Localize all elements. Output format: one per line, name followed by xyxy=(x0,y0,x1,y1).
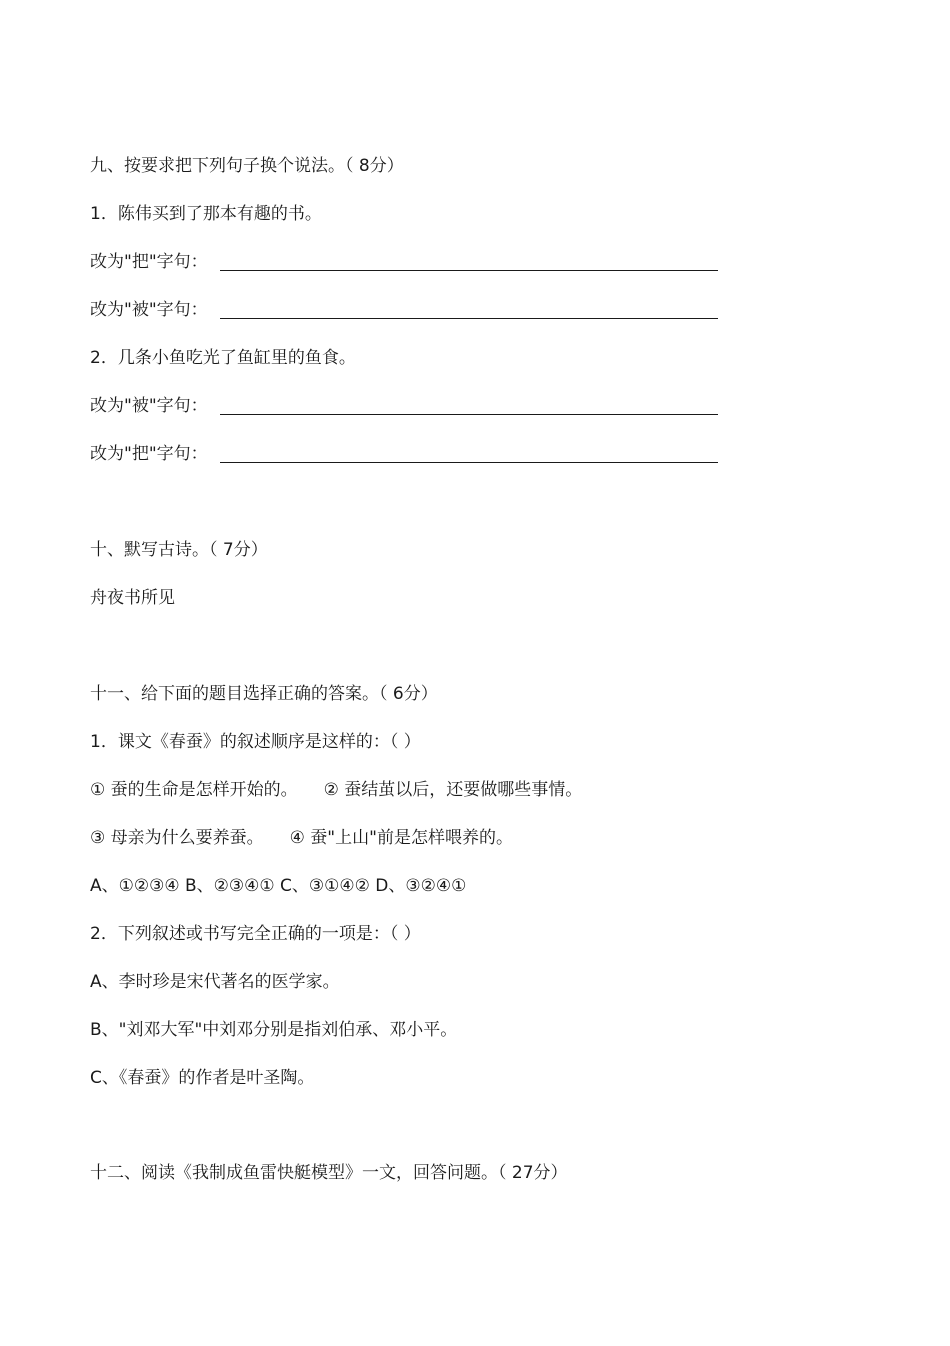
q9-item-1: 1．陈伟买到了那本有趣的书。 xyxy=(90,204,322,224)
q10-poem-title: 舟夜书所见 xyxy=(90,588,175,608)
q11-item-2: 2．下列叙述或书写完全正确的一项是：（ ） xyxy=(90,924,421,944)
q9-item-2-bei-label: 改为"被"字句： xyxy=(90,396,208,416)
q11-option-4: ④ 蚕"上山"前是怎样喂养的。 xyxy=(289,828,513,848)
q11-option-1: ① 蚕的生命是怎样开始的。 xyxy=(90,780,298,800)
q9-item-2-ba-label: 改为"把"字句： xyxy=(90,444,208,464)
q11-title: 十一、给下面的题目选择正确的答案。（ 6分） xyxy=(90,684,438,704)
q9-item-2: 2．几条小鱼吃光了鱼缸里的鱼食。 xyxy=(90,348,356,368)
q11-options-row-1 xyxy=(90,779,582,801)
q11-options-row-2 xyxy=(90,827,513,849)
q9-item-1-ba-answer-line[interactable] xyxy=(220,270,718,271)
q12-title: 十二、阅读《我制成鱼雷快艇模型》一文，回答问题。（ 27分） xyxy=(90,1163,568,1183)
q9-item-1-bei-answer-line[interactable] xyxy=(220,318,718,319)
q10-title: 十、默写古诗。（ 7分） xyxy=(90,540,268,560)
q11-item-1: 1．课文《春蚕》的叙述顺序是这样的：（ ） xyxy=(90,732,421,752)
q9-item-2-bei-answer-line[interactable] xyxy=(220,414,718,415)
q11-item-2-choice-c: C、《春蚕》的作者是叶圣陶。 xyxy=(90,1068,315,1088)
q11-option-2: ② 蚕结茧以后，还要做哪些事情。 xyxy=(323,780,583,800)
q9-title: 九、按要求把下列句子换个说法。（ 8分） xyxy=(90,156,404,176)
q11-choices: A、①②③④ B、②③④① C、③①④② D、③②④① xyxy=(90,876,467,896)
q9-item-2-ba-answer-line[interactable] xyxy=(220,462,718,463)
q11-option-3: ③ 母亲为什么要养蚕。 xyxy=(90,828,264,848)
q11-item-2-choice-b: B、"刘邓大军"中刘邓分别是指刘伯承、邓小平。 xyxy=(90,1020,458,1040)
q9-item-1-ba-label: 改为"把"字句： xyxy=(90,252,208,272)
q9-item-1-bei-label: 改为"被"字句： xyxy=(90,300,208,320)
q11-item-2-choice-a: A、李时珍是宋代著名的医学家。 xyxy=(90,972,340,992)
